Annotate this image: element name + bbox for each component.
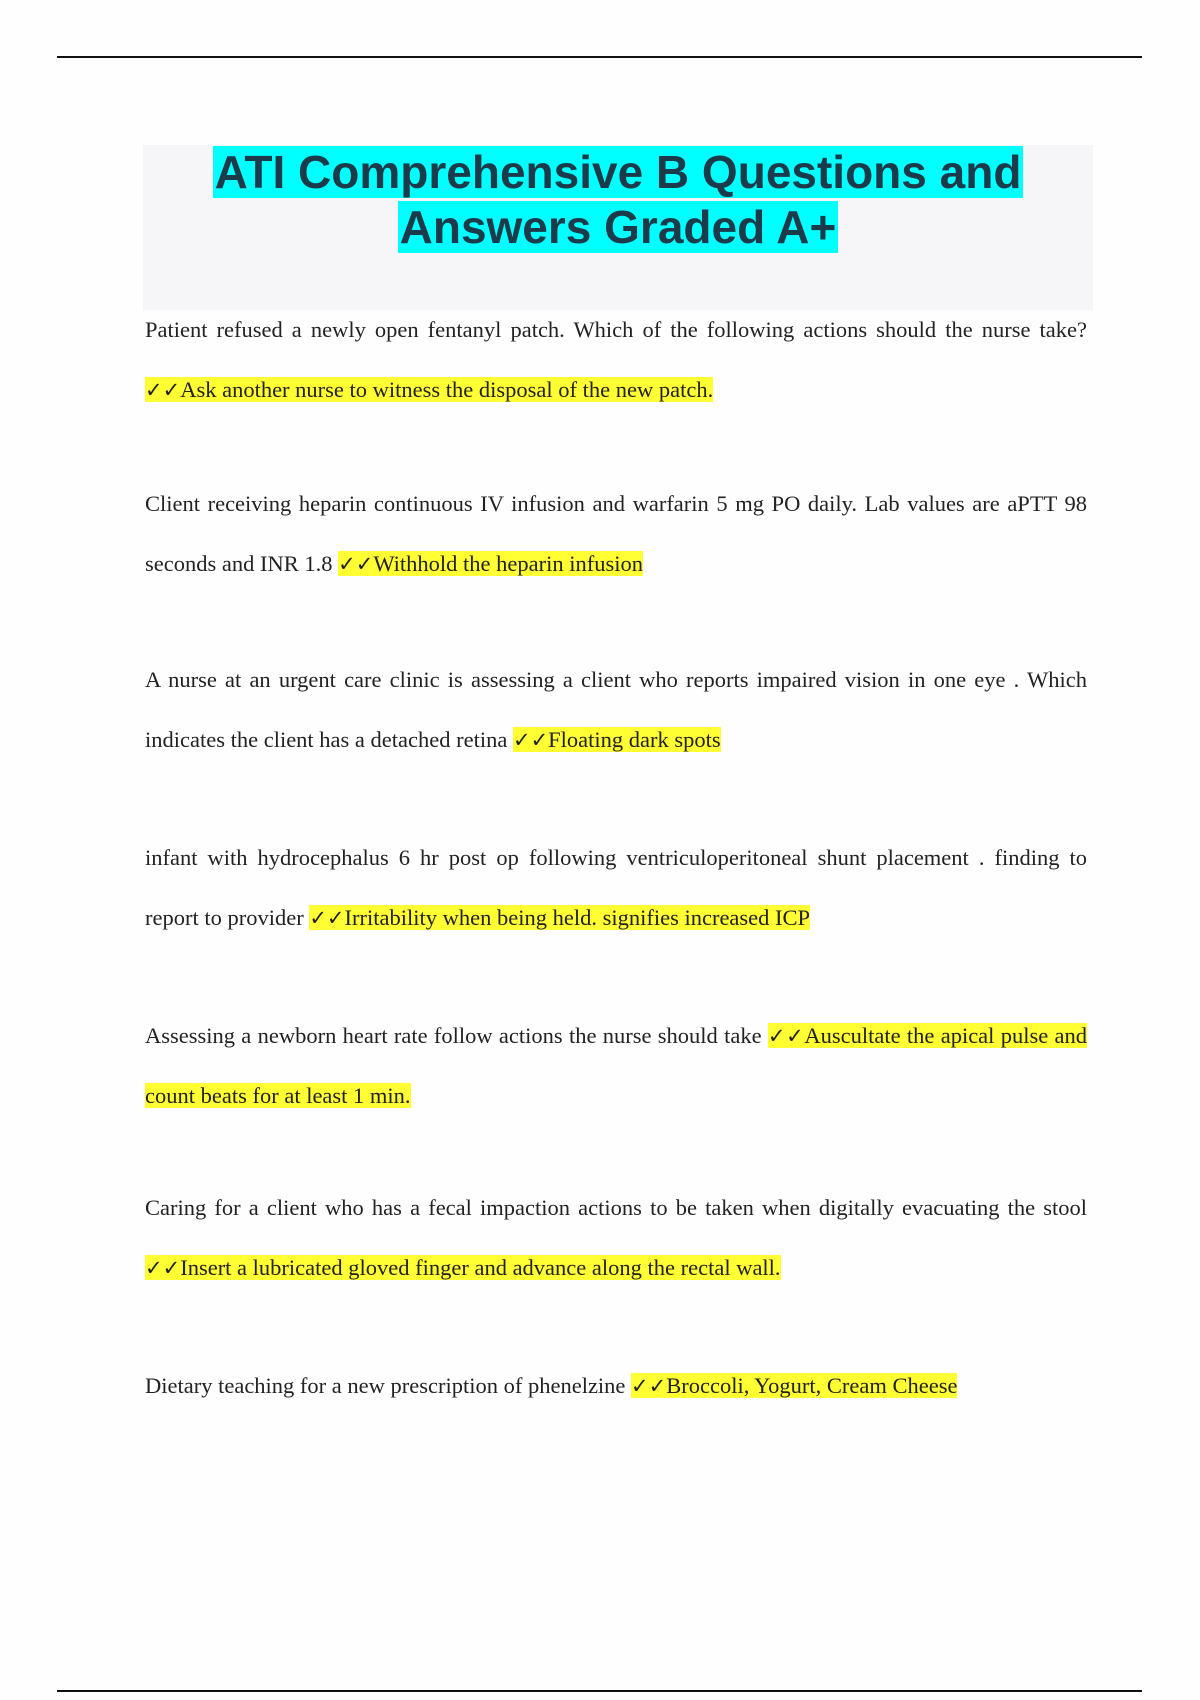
qa-item bbox=[145, 300, 1087, 420]
title-block bbox=[143, 145, 1093, 310]
answer-text: Withhold the heparin infusion bbox=[373, 551, 643, 576]
answer-text: Ask another nurse to witness the disposal of the new patch. bbox=[180, 377, 714, 402]
answer-highlight bbox=[145, 377, 713, 402]
document-title-line-2: Answers Graded A+ bbox=[399, 201, 837, 253]
answer-text: Broccoli, Yogurt, Cream Cheese bbox=[666, 1373, 958, 1398]
answer-text: Irritability when being held. signifies increased ICP bbox=[344, 905, 811, 930]
qa-item bbox=[145, 1178, 1087, 1298]
check-mark-icon: ✓✓ bbox=[512, 728, 549, 752]
question-text: Dietary teaching for a new prescription of phenelzine bbox=[145, 1373, 632, 1398]
question-text: Assessing a newborn heart rate follow actions the nurse should take bbox=[145, 1023, 768, 1048]
answer-highlight bbox=[309, 905, 810, 930]
qa-item bbox=[145, 828, 1087, 948]
answer-text: Floating dark spots bbox=[548, 727, 721, 752]
footer-rule bbox=[57, 1690, 1142, 1692]
check-mark-icon: ✓✓ bbox=[145, 378, 181, 402]
check-mark-icon: ✓✓ bbox=[309, 906, 345, 930]
check-mark-icon: ✓✓ bbox=[767, 1024, 805, 1048]
qa-list bbox=[145, 300, 1087, 1416]
qa-item bbox=[145, 650, 1087, 770]
answer-text: Insert a lubricated gloved finger and advance along the rectal wall. bbox=[180, 1255, 781, 1280]
question-text: infant with hydrocephalus 6 hr post op following ventriculoperitoneal shunt placement . finding to report to provider bbox=[145, 845, 1087, 930]
header-rule bbox=[57, 56, 1142, 58]
document-title-line-1: ATI Comprehensive B Questions and bbox=[214, 146, 1022, 198]
check-mark-icon: ✓✓ bbox=[145, 1256, 181, 1280]
check-mark-icon: ✓✓ bbox=[338, 552, 374, 576]
answer-highlight bbox=[631, 1373, 957, 1398]
answer-text: Auscultate the apical pulse and count beats for at least 1 min. bbox=[145, 1023, 1087, 1108]
check-mark-icon: ✓✓ bbox=[631, 1374, 667, 1398]
answer-highlight bbox=[145, 1255, 781, 1280]
question-text: A nurse at an urgent care clinic is assessing a client who reports impaired vision in one eye . Which indicates the client has a detached retina bbox=[145, 667, 1087, 752]
qa-item bbox=[145, 1006, 1087, 1126]
question-text: Client receiving heparin continuous IV infusion and warfarin 5 mg PO daily. Lab values are aPTT 98 seconds and INR 1.8 bbox=[145, 491, 1087, 576]
question-text: Patient refused a newly open fentanyl patch. Which of the following actions should the nurse take? bbox=[145, 317, 1087, 342]
qa-item bbox=[145, 474, 1087, 594]
answer-highlight bbox=[338, 551, 643, 576]
question-text: Caring for a client who has a fecal impaction actions to be taken when digitally evacuating the stool bbox=[145, 1195, 1087, 1220]
qa-item bbox=[145, 1356, 1087, 1416]
answer-highlight bbox=[513, 727, 721, 752]
